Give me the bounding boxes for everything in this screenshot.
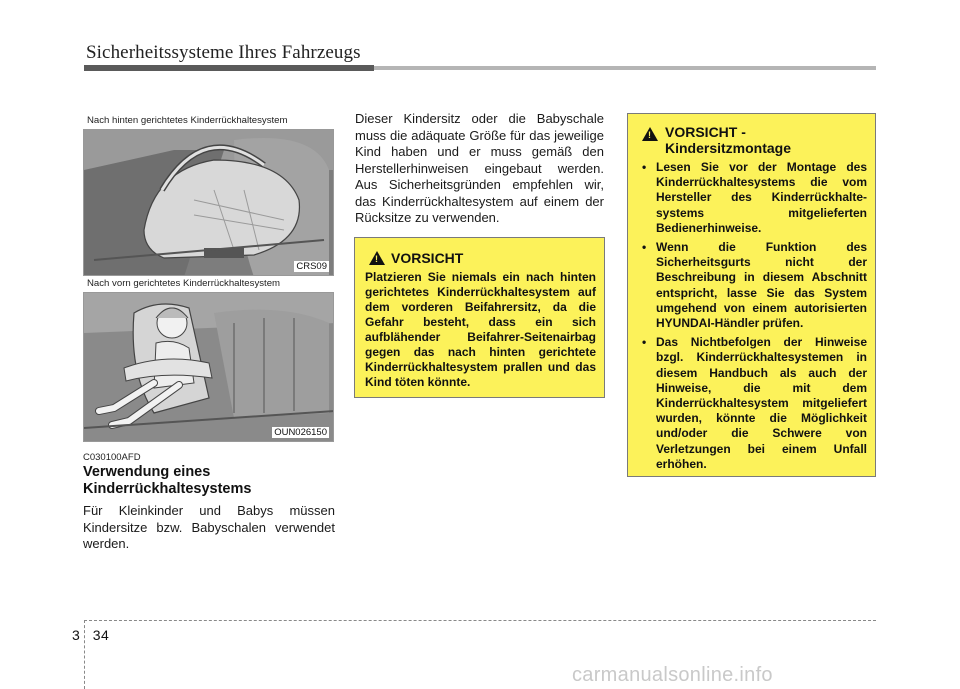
- figure-caption-forward-facing: Nach vorn gerichtetes Kinderrückhaltesystem: [87, 278, 281, 289]
- warning-title: VORSICHT: [391, 250, 464, 266]
- list-item: • Lesen Sie vor der Montage des Kinderrückhaltesystems die vom Hersteller des Kinderrückhalte-systems mitgelieferten Bedienerhinweise.: [636, 160, 867, 236]
- warning-box-seat-installation: [627, 113, 876, 477]
- page-number-value: 34: [92, 627, 110, 643]
- figure-rear-facing-seat: [83, 129, 334, 276]
- figure-forward-facing-seat: [83, 292, 334, 442]
- figure-caption-rear-facing: Nach hinten gerichtetes Kinderrückhaltesystem: [87, 115, 288, 126]
- warning-list: [636, 160, 867, 472]
- figure-code-crs09: CRS09: [296, 261, 327, 272]
- watermark-text: carmanualsonline.info: [572, 664, 773, 686]
- list-item: • Wenn die Funktion des Sicherheitsgurts nicht der Beschreibung in diesem Abschnitt entspricht, lasse Sie das System umgehend von einem autorisierten HYUNDAI-Händler prüfen.: [636, 240, 867, 331]
- chapter-number: 3: [72, 627, 81, 643]
- section-intro-text: Für Kleinkinder und Babys müssen Kindersitze bzw. Babyschalen verwendet werden.: [83, 503, 335, 551]
- figure-code-oun026150: OUN026150: [274, 427, 327, 438]
- forward-facing-seat-illustration: [84, 293, 334, 442]
- rear-facing-seat-illustration: [84, 130, 334, 276]
- page-number: [72, 627, 109, 643]
- section-body-text: Dieser Kindersitz oder die Babyschale muss die adäquate Größe für das jeweilige Kind haben und er muss gemäß den Herstellerhinweisen eingebaut werden. Aus Sicherheitsgründen empfehlen wir, das Kinderrückhaltesystem auf einem der Rücksitze zu verwenden.: [355, 111, 604, 225]
- warning-title-line2: Kindersitzmontage: [665, 140, 792, 156]
- warning-triangle-icon: !: [642, 127, 658, 141]
- list-item: • Das Nichtbefolgen der Hinweise bzgl. Kinderrückhaltesystemen in diesem Handbuch als auch der Hinweise, die mit dem Kinderrückhaltesystem mitgeliefert wurden, könnte die Möglichkeit und/oder die Schwere von Verletzungen bei einem Unfall erhöhen.: [636, 335, 867, 472]
- header-rule-accent: [84, 65, 374, 71]
- warning-text: Platzieren Sie niemals ein nach hinten gerichtetes Kinderrückhaltesystem auf dem vorderen Beifahrersitz, da die Gefahr besteht, dass ein sich aufblähender Beifahrer-Seitenairbag gegen das nach hinten gerichtete Kinderrückhaltesystem prallen und das Kind töten könnte.: [365, 270, 596, 389]
- warning-triangle-icon: !: [369, 251, 385, 265]
- footer-rule: [84, 620, 876, 621]
- warning-box-airbag: [354, 237, 605, 398]
- warning-title-line1: VORSICHT -: [665, 124, 746, 140]
- section-code: C030100AFD: [83, 452, 141, 463]
- page-header-title: Sicherheitssysteme Ihres Fahrzeugs: [86, 42, 361, 63]
- section-title: Verwendung eines Kinderrückhaltesystems: [83, 464, 252, 497]
